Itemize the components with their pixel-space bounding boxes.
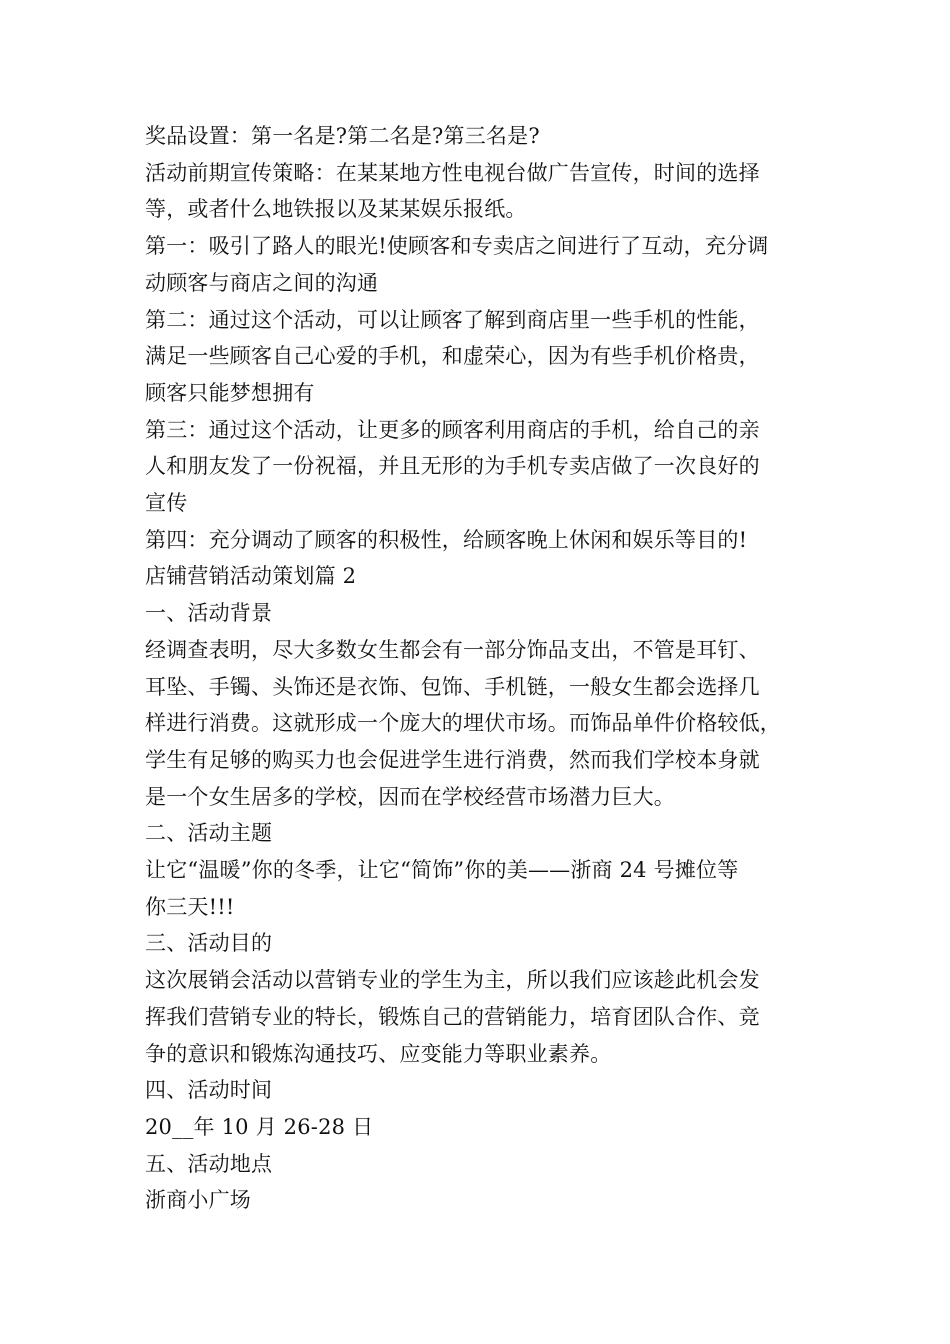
text-line: 奖品设置：第一名是?第二名是?第三名是? [145,124,540,148]
text-line: 第三：通过这个活动，让更多的顾客利用商店的手机，给自己的亲 [145,417,760,442]
text-line: 浙商小广场 [145,1188,251,1213]
text-line: 耳坠、手镯、头饰还是衣饰、包饰、手机链，一般女生都会选择几 [145,674,760,699]
text-line: 让它“温暖”你的冬季，让它“简饰”你的美——浙商 24 号摊位等 [145,858,739,883]
text-line: 你三天!!! [145,894,235,919]
text-line: 这次展销会活动以营销专业的学生为主，所以我们应该趁此机会发 [145,968,760,993]
section-heading: 三、活动目的 [145,931,273,956]
section-title: 店铺营销活动策划篇 2 [145,564,357,589]
text-line: 顾客只能梦想拥有 [145,380,315,405]
text-line: 争的意识和锻炼沟通技巧、应变能力等职业素养。 [145,1041,612,1066]
section-heading: 四、活动时间 [145,1078,273,1103]
text-line: 样进行消费。这就形成一个庞大的埋伏市场。而饰品单件价格较低， [145,711,781,736]
text-line: 是一个女生居多的学校，因而在学校经营市场潜力巨大。 [145,784,675,809]
text-line: 第四：充分调动了顾客的积极性，给顾客晚上休闲和娱乐等目的! [145,527,748,552]
section-heading: 一、活动背景 [145,601,273,626]
text-line: 活动前期宣传策略：在某某地方性电视台做广告宣传，时间的选择 [145,160,760,185]
section-heading: 五、活动地点 [145,1151,273,1176]
text-line: 经调查表明，尽大多数女生都会有一部分饰品支出，不管是耳钉、 [145,637,760,662]
text-line: 等，或者什么地铁报以及某某娱乐报纸。 [145,197,527,222]
text-line: 动顾客与商店之间的沟通 [145,270,379,295]
text-line: 20__年 10 月 26-28 日 [145,1114,374,1139]
text-line: 人和朋友发了一份祝福，并且无形的为手机专卖店做了一次良好的 [145,454,760,479]
text-line: 挥我们营销专业的特长，锻炼自己的营销能力，培育团队合作、竞 [145,1004,760,1029]
text-line: 第一：吸引了路人的眼光!使顾客和专卖店之间进行了互动，充分调 [145,234,769,259]
section-heading: 二、活动主题 [145,821,273,846]
text-line: 学生有足够的购买力也会促进学生进行消费，然而我们学校本身就 [145,747,760,772]
document-body [145,118,810,1219]
text-line: 宣传 [145,491,188,516]
text-line: 满足一些顾客自己心爱的手机，和虚荣心，因为有些手机价格贵， [145,344,760,369]
text-line: 第二：通过这个活动，可以让顾客了解到商店里一些手机的性能， [145,307,760,332]
